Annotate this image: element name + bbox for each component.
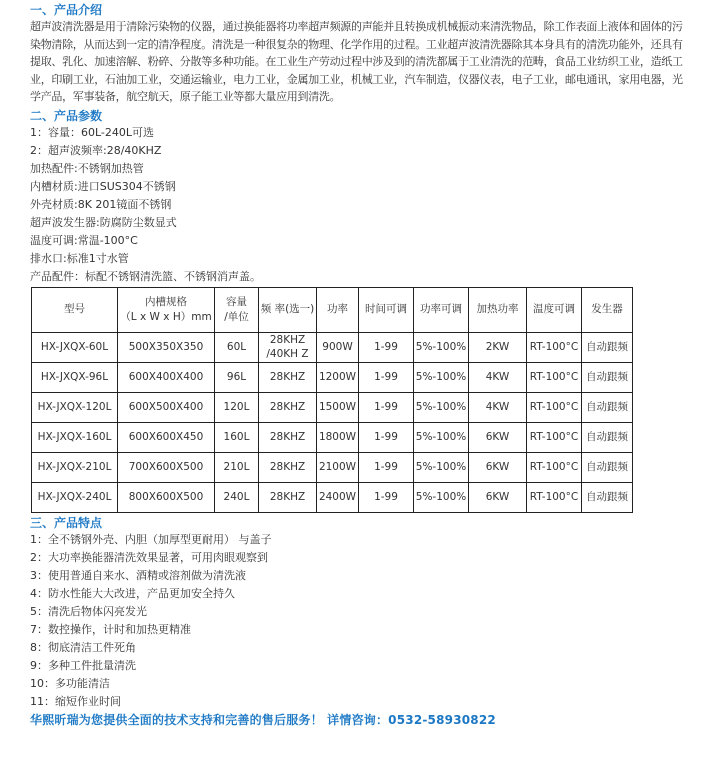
- table-cell: HX-JXQX-60L: [32, 332, 118, 362]
- feature-line: 11：缩短作业时间: [30, 694, 121, 708]
- table-cell: RT-100°C: [527, 392, 582, 422]
- table-cell: 1-99: [359, 482, 414, 512]
- table-cell: HX-JXQX-120L: [32, 392, 118, 422]
- table-cell: 600X500X400: [118, 392, 215, 422]
- header-cell: 内槽规格 （L x W x H）mm: [118, 287, 215, 332]
- feature-line: 4：防水性能大大改进，产品更加安全持久: [30, 586, 235, 600]
- param-line: 1：容量：60L-240L可选: [30, 125, 155, 139]
- table-row: [32, 392, 633, 422]
- param-line: 加热配件:不锈钢加热管: [30, 161, 144, 175]
- table-cell: RT-100°C: [527, 422, 582, 452]
- table-cell: 1800W: [317, 422, 359, 452]
- table-cell: 1-99: [359, 392, 414, 422]
- table-cell: 28KHZ: [259, 362, 317, 392]
- table-cell: 5%-100%: [414, 362, 469, 392]
- table-cell: 自动跟频: [582, 332, 633, 362]
- table-cell: 28KHZ: [259, 482, 317, 512]
- table-cell: 700X600X500: [118, 452, 215, 482]
- table-cell: RT-100°C: [527, 482, 582, 512]
- header-cell: 加热功率: [469, 287, 527, 332]
- table-cell: 自动跟频: [582, 392, 633, 422]
- table-cell: 1-99: [359, 362, 414, 392]
- header-cell: 容量 /单位: [215, 287, 259, 332]
- table-cell: HX-JXQX-96L: [32, 362, 118, 392]
- table-cell: 60L: [215, 332, 259, 362]
- header-cell: 型号: [32, 287, 118, 332]
- table-cell: 5%-100%: [414, 392, 469, 422]
- feature-line: 5：清洗后物体闪亮发光: [30, 604, 147, 618]
- table-row: [32, 362, 633, 392]
- table-cell: 210L: [215, 452, 259, 482]
- table-cell: RT-100°C: [527, 362, 582, 392]
- table-cell: 5%-100%: [414, 332, 469, 362]
- param-line: 2：超声波频率:28/40KHZ: [30, 143, 162, 157]
- table-cell: 5%-100%: [414, 452, 469, 482]
- table-row: [32, 482, 633, 512]
- header-cell: 时间可调: [359, 287, 414, 332]
- table-cell: 1200W: [317, 362, 359, 392]
- header-cell: 功率可调: [414, 287, 469, 332]
- params-list: [30, 124, 690, 286]
- feature-line: 2：大功率换能器清洗效果显著，可用肉眼观察到: [30, 550, 268, 564]
- table-cell: 900W: [317, 332, 359, 362]
- feature-line: 10：多功能清洁: [30, 676, 110, 690]
- table-cell: 160L: [215, 422, 259, 452]
- header-cell: 功率: [317, 287, 359, 332]
- table-cell: 1-99: [359, 422, 414, 452]
- table-cell: 1500W: [317, 392, 359, 422]
- table-header-row: [32, 287, 633, 332]
- param-line: 排水口:标准1寸水管: [30, 251, 129, 265]
- table-cell: 240L: [215, 482, 259, 512]
- feature-line: 9：多种工件批量清洗: [30, 658, 136, 672]
- table-cell: 120L: [215, 392, 259, 422]
- params-heading: 二、产品参数: [30, 108, 103, 123]
- table-cell: 5%-100%: [414, 482, 469, 512]
- feature-line: 7：数控操作，计时和加热更精准: [30, 622, 191, 636]
- table-cell: 28KHZ: [259, 422, 317, 452]
- table-cell: 600X600X450: [118, 422, 215, 452]
- table-cell: 96L: [215, 362, 259, 392]
- table-cell: 4KW: [469, 392, 527, 422]
- param-line: 内槽材质:进口SUS304不锈钢: [30, 179, 176, 193]
- features-heading: 三、产品特点: [30, 515, 103, 530]
- spec-table: [31, 287, 633, 513]
- feature-line: 1：全不锈钢外壳、内胆（加厚型更耐用） 与盖子: [30, 532, 272, 546]
- table-cell: 4KW: [469, 362, 527, 392]
- param-line: 超声波发生器:防腐防尘数显式: [30, 215, 177, 229]
- table-row: [32, 452, 633, 482]
- product-document: [30, 0, 690, 729]
- param-line: 产品配件：标配不锈钢清洗篮、不锈钢消声盖。: [30, 269, 261, 283]
- table-cell: 2100W: [317, 452, 359, 482]
- features-list: [30, 531, 690, 711]
- feature-line: 8：彻底清洁工件死角: [30, 640, 136, 654]
- table-cell: 28KHZ: [259, 452, 317, 482]
- table-cell: 28KHZ /40KH Z: [259, 332, 317, 362]
- param-line: 外壳材质:8K 201镜面不锈钢: [30, 197, 172, 211]
- table-cell: RT-100°C: [527, 452, 582, 482]
- header-cell: 频 率(选一): [259, 287, 317, 332]
- table-row: [32, 422, 633, 452]
- intro-paragraph: 超声波清洗器是用于清除污染物的仪器，通过换能器将功率超声频源的声能并且转换成机械振动来清洗物品，除工作表面上液体和固体的污染物清除，从而达到一定的清净程度。清洗是一种很复杂的物理、化学作用的过程。工业超声波清洗器除其本身具有的清洗功能外，还具有提取、乳化、加速溶解、粉碎、分散等多种功能。在工业生产劳动过程中涉及到的清洗都属于工业清洗的范畴，食品工业纺织工业，造纸工业，印刷工业，石油加工业，交通运输业，电力工业，金属加工业，机械工业，汽车制造，仪器仪表，电子工业，邮电通讯，家用电器，光学产品，军事装备，航空航天，原子能工业等都大量应用到清洗。: [30, 20, 683, 103]
- table-cell: 800X600X500: [118, 482, 215, 512]
- contact-footer: 华熙昕瑞为您提供全面的技术支持和完善的售后服务！ 详情咨询：0532-58930822: [30, 712, 496, 727]
- intro-heading: 一、产品介绍: [30, 3, 103, 17]
- table-cell: 2KW: [469, 332, 527, 362]
- table-cell: HX-JXQX-160L: [32, 422, 118, 452]
- table-cell: 1-99: [359, 332, 414, 362]
- table-cell: 自动跟频: [582, 362, 633, 392]
- table-cell: 自动跟频: [582, 422, 633, 452]
- table-cell: 28KHZ: [259, 392, 317, 422]
- table-cell: 6KW: [469, 482, 527, 512]
- table-cell: 自动跟频: [582, 482, 633, 512]
- table-cell: 2400W: [317, 482, 359, 512]
- table-cell: HX-JXQX-240L: [32, 482, 118, 512]
- header-cell: 发生器: [582, 287, 633, 332]
- table-cell: 5%-100%: [414, 422, 469, 452]
- param-line: 温度可调:常温-100°C: [30, 233, 138, 247]
- table-cell: 6KW: [469, 452, 527, 482]
- table-cell: HX-JXQX-210L: [32, 452, 118, 482]
- header-cell: 温度可调: [527, 287, 582, 332]
- table-body: [32, 332, 633, 512]
- feature-line: 3：使用普通自来水、酒精或溶剂做为清洗液: [30, 568, 246, 582]
- table-row: [32, 332, 633, 362]
- table-cell: 6KW: [469, 422, 527, 452]
- table-cell: RT-100°C: [527, 332, 582, 362]
- table-cell: 500X350X350: [118, 332, 215, 362]
- table-cell: 600X400X400: [118, 362, 215, 392]
- table-cell: 1-99: [359, 452, 414, 482]
- table-cell: 自动跟频: [582, 452, 633, 482]
